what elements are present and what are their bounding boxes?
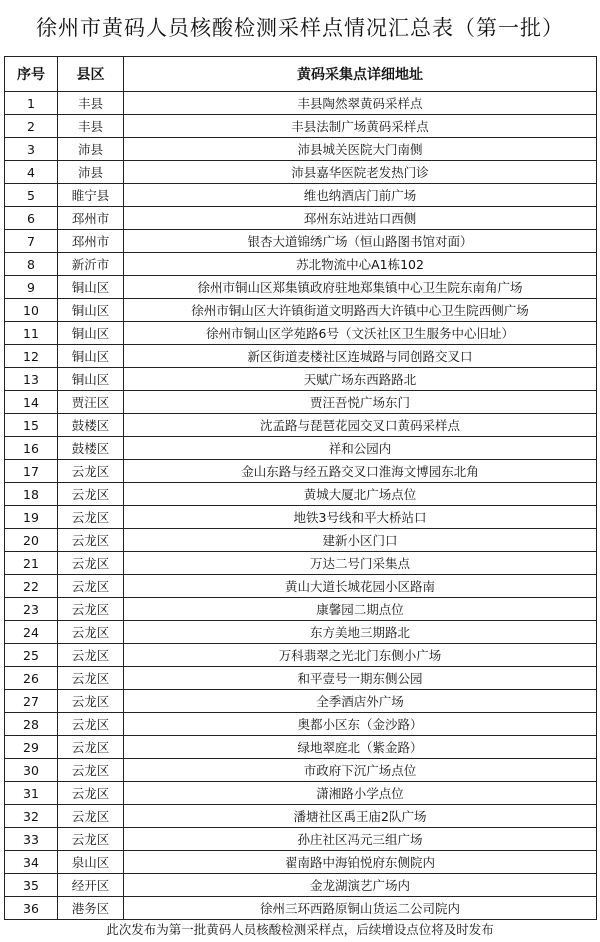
cell-address: 金龙湖演艺广场内 — [124, 874, 597, 897]
cell-serial-number: 33 — [5, 828, 58, 851]
table-row — [5, 345, 597, 368]
footer-note: 此次发布为第一批黄码人员核酸检测采样点，后续增设点位将及时发布 — [106, 922, 494, 937]
cell-address: 潘塘社区禹王庙2队广场 — [124, 805, 597, 828]
cell-serial-number: 1 — [5, 92, 58, 115]
cell-address: 翟南路中海铂悦府东侧院内 — [124, 851, 597, 874]
cell-serial-number: 13 — [5, 368, 58, 391]
cell-serial-number: 2 — [5, 115, 58, 138]
cell-district: 沛县 — [58, 161, 124, 184]
cell-address: 徐州三环西路原铜山货运二公司院内 — [124, 897, 597, 920]
cell-district: 丰县 — [58, 92, 124, 115]
table-row — [5, 391, 597, 414]
cell-serial-number: 12 — [5, 345, 58, 368]
cell-district: 泉山区 — [58, 851, 124, 874]
cell-address: 潇湘路小学点位 — [124, 782, 597, 805]
cell-address: 市政府下沉广场点位 — [124, 759, 597, 782]
table-row — [5, 644, 597, 667]
cell-district: 新沂市 — [58, 253, 124, 276]
cell-district: 云龙区 — [58, 529, 124, 552]
cell-address: 黄城大厦北广场点位 — [124, 483, 597, 506]
cell-serial-number: 4 — [5, 161, 58, 184]
cell-address: 地铁3号线和平大桥站口 — [124, 506, 597, 529]
cell-district: 云龙区 — [58, 690, 124, 713]
cell-district: 云龙区 — [58, 506, 124, 529]
cell-address: 万科翡翠之光北门东侧小广场 — [124, 644, 597, 667]
table-row — [5, 115, 597, 138]
cell-serial-number: 11 — [5, 322, 58, 345]
cell-serial-number: 21 — [5, 552, 58, 575]
table-row — [5, 575, 597, 598]
cell-district: 云龙区 — [58, 828, 124, 851]
table-row — [5, 552, 597, 575]
cell-serial-number: 36 — [5, 897, 58, 920]
cell-serial-number: 23 — [5, 598, 58, 621]
cell-district: 云龙区 — [58, 621, 124, 644]
table-row — [5, 368, 597, 391]
cell-district: 经开区 — [58, 874, 124, 897]
cell-district: 云龙区 — [58, 598, 124, 621]
cell-serial-number: 30 — [5, 759, 58, 782]
cell-serial-number: 20 — [5, 529, 58, 552]
cell-serial-number: 10 — [5, 299, 58, 322]
header-district: 县区 — [58, 57, 124, 92]
cell-address: 邳州东站进站口西侧 — [124, 207, 597, 230]
table-row — [5, 276, 597, 299]
cell-district: 邳州市 — [58, 230, 124, 253]
table-row — [5, 253, 597, 276]
cell-address: 徐州市铜山区大许镇街道文明路西大许镇中心卫生院西侧广场 — [124, 299, 597, 322]
cell-serial-number: 16 — [5, 437, 58, 460]
cell-address: 沈孟路与琵琶花园交叉口黄码采样点 — [124, 414, 597, 437]
cell-serial-number: 31 — [5, 782, 58, 805]
cell-address: 全季酒店外广场 — [124, 690, 597, 713]
table-row — [5, 621, 597, 644]
table-row — [5, 322, 597, 345]
cell-district: 丰县 — [58, 115, 124, 138]
cell-address: 徐州市铜山区学苑路6号（文沃社区卫生服务中心旧址） — [124, 322, 597, 345]
cell-district: 港务区 — [58, 897, 124, 920]
cell-district: 云龙区 — [58, 667, 124, 690]
cell-address: 天赋广场东西路路北 — [124, 368, 597, 391]
cell-serial-number: 7 — [5, 230, 58, 253]
cell-address: 丰县陶然翠黄码采样点 — [124, 92, 597, 115]
cell-district: 云龙区 — [58, 644, 124, 667]
table-row — [5, 92, 597, 115]
cell-address: 银杏大道锦绣广场（恒山路图书馆对面） — [124, 230, 597, 253]
cell-district: 云龙区 — [58, 736, 124, 759]
cell-district: 鼓楼区 — [58, 414, 124, 437]
cell-serial-number: 35 — [5, 874, 58, 897]
cell-address: 沛县城关医院大门南侧 — [124, 138, 597, 161]
table-row — [5, 230, 597, 253]
cell-serial-number: 14 — [5, 391, 58, 414]
cell-district: 铜山区 — [58, 322, 124, 345]
table-row — [5, 828, 597, 851]
header-address: 黄码采集点详细地址 — [124, 57, 597, 92]
table-row — [5, 184, 597, 207]
cell-address: 丰县法制广场黄码采样点 — [124, 115, 597, 138]
cell-serial-number: 6 — [5, 207, 58, 230]
cell-serial-number: 24 — [5, 621, 58, 644]
cell-district: 云龙区 — [58, 782, 124, 805]
cell-district: 云龙区 — [58, 805, 124, 828]
table-row — [5, 874, 597, 897]
cell-address: 苏北物流中心A1栋102 — [124, 253, 597, 276]
cell-address: 建新小区门口 — [124, 529, 597, 552]
table-row — [5, 437, 597, 460]
cell-serial-number: 19 — [5, 506, 58, 529]
cell-address: 和平壹号一期东侧公园 — [124, 667, 597, 690]
cell-district: 铜山区 — [58, 368, 124, 391]
table-row — [5, 414, 597, 437]
cell-address: 万达二号门采集点 — [124, 552, 597, 575]
table-row — [5, 598, 597, 621]
table-row — [5, 529, 597, 552]
cell-serial-number: 34 — [5, 851, 58, 874]
cell-district: 邳州市 — [58, 207, 124, 230]
sampling-sites-table — [4, 56, 597, 920]
cell-address: 徐州市铜山区郑集镇政府驻地郑集镇中心卫生院东南角广场 — [124, 276, 597, 299]
cell-address: 东方美地三期路北 — [124, 621, 597, 644]
cell-address: 贾汪吾悦广场东门 — [124, 391, 597, 414]
cell-district: 睢宁县 — [58, 184, 124, 207]
cell-district: 云龙区 — [58, 460, 124, 483]
cell-serial-number: 25 — [5, 644, 58, 667]
cell-district: 沛县 — [58, 138, 124, 161]
cell-address: 奥都小区东（金沙路） — [124, 713, 597, 736]
cell-serial-number: 27 — [5, 690, 58, 713]
header-serial-number: 序号 — [5, 57, 58, 92]
table-row — [5, 138, 597, 161]
cell-district: 铜山区 — [58, 345, 124, 368]
table-row — [5, 851, 597, 874]
cell-serial-number: 28 — [5, 713, 58, 736]
cell-district: 云龙区 — [58, 483, 124, 506]
cell-district: 云龙区 — [58, 713, 124, 736]
table-row — [5, 506, 597, 529]
table-row — [5, 460, 597, 483]
cell-district: 云龙区 — [58, 552, 124, 575]
table-row — [5, 736, 597, 759]
cell-district: 云龙区 — [58, 759, 124, 782]
cell-address: 孙庄社区冯元三组广场 — [124, 828, 597, 851]
table-row — [5, 782, 597, 805]
cell-serial-number: 22 — [5, 575, 58, 598]
cell-serial-number: 29 — [5, 736, 58, 759]
cell-serial-number: 3 — [5, 138, 58, 161]
cell-address: 金山东路与经五路交叉口淮海文博园东北角 — [124, 460, 597, 483]
table-header-row — [5, 57, 597, 92]
table-row — [5, 690, 597, 713]
table-row — [5, 897, 597, 920]
table-row — [5, 667, 597, 690]
cell-district: 云龙区 — [58, 575, 124, 598]
cell-serial-number: 8 — [5, 253, 58, 276]
table-row — [5, 759, 597, 782]
cell-serial-number: 9 — [5, 276, 58, 299]
table-row — [5, 713, 597, 736]
cell-serial-number: 5 — [5, 184, 58, 207]
cell-address: 新区街道麦楼社区连城路与同创路交叉口 — [124, 345, 597, 368]
cell-district: 铜山区 — [58, 276, 124, 299]
cell-address: 黄山大道长城花园小区路南 — [124, 575, 597, 598]
page-title: 徐州市黄码人员核酸检测采样点情况汇总表（第一批） — [36, 16, 564, 40]
table-row — [5, 207, 597, 230]
cell-address: 沛县嘉华医院老发热门诊 — [124, 161, 597, 184]
cell-address: 绿地翠庭北（紫金路） — [124, 736, 597, 759]
cell-serial-number: 32 — [5, 805, 58, 828]
cell-address: 维也纳酒店门前广场 — [124, 184, 597, 207]
table-row — [5, 483, 597, 506]
table-row — [5, 805, 597, 828]
cell-district: 铜山区 — [58, 299, 124, 322]
cell-district: 鼓楼区 — [58, 437, 124, 460]
cell-serial-number: 17 — [5, 460, 58, 483]
cell-serial-number: 18 — [5, 483, 58, 506]
cell-serial-number: 15 — [5, 414, 58, 437]
cell-address: 康馨园二期点位 — [124, 598, 597, 621]
table-row — [5, 161, 597, 184]
table-row — [5, 299, 597, 322]
table-body — [5, 92, 597, 920]
cell-district: 贾汪区 — [58, 391, 124, 414]
cell-address: 祥和公园内 — [124, 437, 597, 460]
cell-serial-number: 26 — [5, 667, 58, 690]
